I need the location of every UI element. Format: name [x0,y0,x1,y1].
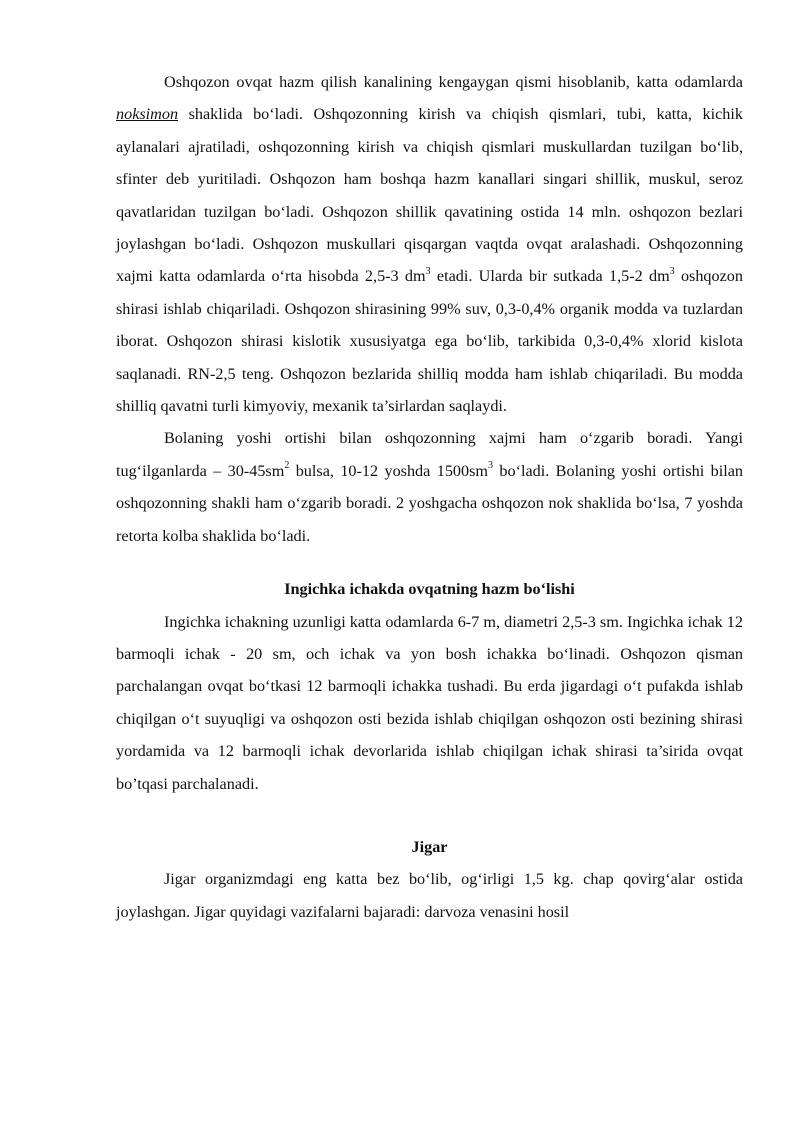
superscript: 3 [669,266,675,278]
text-run: bulsa, 10-12 yoshda 1500sm [289,461,488,480]
spacer [116,800,743,831]
text-run: shaklida bo‘ladi. Oshqozonning kirish va chiqish qismlari, tubi, katta, kichik aylanalari ajratiladi, oshqozonning kirish va chiqish qismlari muskullardan tuzilgan bo‘lib, sfinter deb yuritiladi. Oshqozon ham boshqa hazm kanallari singari shillik, muskul, seroz qavatlaridan tuzilgan bo‘ladi. Oshqozon shillik qavatining ostida 14 mln. oshqozon bezlari joylashgan bo‘ladi. Oshqozon muskullari qisqargan vaqtda ovqat aralashadi. Oshqozonning xajmi katta odamlarda o‘rta hisobda 2,5-3 dm [116,105,743,286]
text-run: oshqozon shirasi ishlab chiqariladi. Oshqozon shirasining 99% suv, 0,3-0,4% organik modda va tuzlardan iborat. Oshqozon shirasi kislotik xususiyatga ega bo‘lib, tarkibida 0,3-0,4% xlorid kislota saqlanadi. RN-2,5 teng. Oshqozon bezlarida shilliq modda ham ishlab chiqariladi. Bu modda shilliq qavatni turli kimyoviy, mexanik ta’sirlardan saqlaydi. [116,267,743,416]
superscript: 3 [425,266,431,278]
paragraph-stomach-structure [116,66,743,422]
superscript: 2 [284,460,290,472]
paragraph-liver: Jigar organizmdagi eng katta bez bo‘lib, og‘irligi 1,5 kg. chap qovirg‘alar ostida joylashgan. Jigar quyidagi vazifalarni bajaradi: darvoza venasini hosil [116,870,743,921]
text-run: bo‘ladi. Bolaning yoshi ortishi bilan oshqozonning shakli ham o‘zgarib boradi. 2 yoshgacha oshqozon nok shaklida bo‘lsa, 7 yoshda retorta kolba shaklida bo‘ladi. [116,461,744,545]
text-run: Oshqozon ovqat hazm qilish kanalining kengaygan qismi hisoblanib, katta odamlarda [164,73,743,91]
emphasized-term: noksimon [116,105,179,124]
superscript: 3 [488,460,493,472]
spacer [116,552,743,573]
section-heading-liver: Jigar [411,837,448,856]
paragraph-small-intestine: Ingichka ichakning uzunligi katta odamlarda 6-7 m, diametri 2,5-3 sm. Ingichka ichak 12 barmoqli ichak - 20 sm, och ichak va yon bosh ichakka bo‘linadi. Oshqozon qisman parchalangan ovqat bo‘tkasi 12 barmoqli ichakka tushadi. Bu erda jigardagi o‘t pufakda ishlab chiqilgan o‘t suyuqligi va oshqozon osti bezida ishlab chiqilgan oshqozon osti bezining shirasi yordamida va 12 barmoqli ichak devorlarida ishlab chiqilgan ichak shirasi ta’sirida ovqat bo’tqasi parchalanadi. [116,612,743,793]
document-page [116,66,743,928]
paragraph-child-stomach [116,422,743,552]
text-run: etadi. Ularda bir sutkada 1,5-2 dm [430,267,670,286]
text-run: Bolaning yoshi ortishi bilan oshqozonning xajmi ham o‘zgarib boradi. Yangi tug‘ilganlarda – 30-45sm [116,429,743,480]
section-heading-small-intestine: Ingichka ichakda ovqatning hazm bo‘lishi [284,580,575,599]
